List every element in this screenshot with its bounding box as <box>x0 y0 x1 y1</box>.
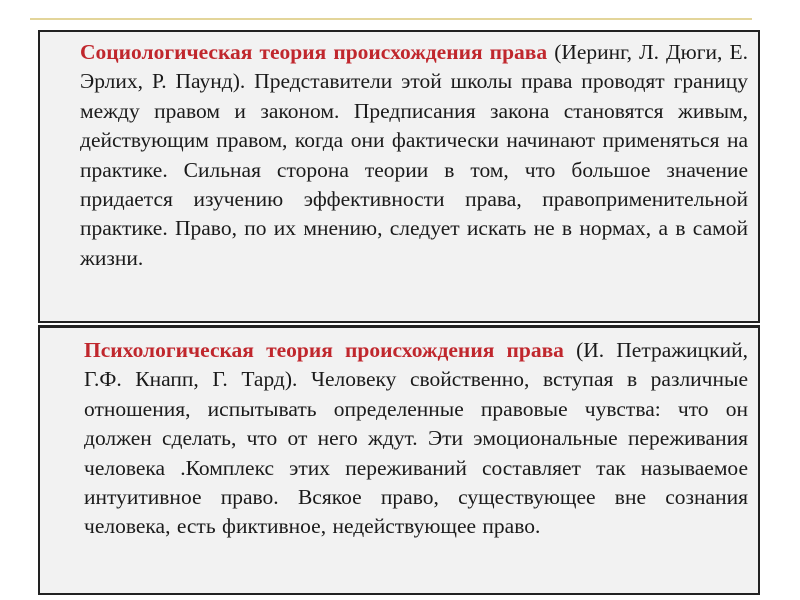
psychological-theory-term: Психологическая теория происхождения права <box>84 338 564 362</box>
top-decorative-rule <box>30 18 752 20</box>
sociological-theory-term: Социологическая теория происхождения права <box>80 40 548 64</box>
psychological-theory-box <box>38 325 760 595</box>
sociological-theory-body: (Иеринг, Л. Дюги, Е. Эрлих, Р. Паунд). Представители этой школы права проводят границу между правом и законом. Предписания закона становятся живым, действующим правом, когда они фактически начинают применяться на практике. Сильная сторона теории в том, что большое значение придается изучению эффективности права, правоприменительной практике. Право, по их мнению, следует искать не в нормах, а в самой жизни. <box>80 40 748 270</box>
sociological-theory-box <box>38 30 760 323</box>
psychological-theory-body: (И. Петражицкий, Г.Ф. Кнапп, Г. Тард). Человеку свойственно, вступая в различные отношения, испытывать определенные правовые чувства: что он должен сделать, что от него ждут. Эти эмоциональные переживания человека .Комплекс этих переживаний составляет так называемое интуитивное право. Всякое право, существующее вне сознания человека, есть фиктивное, недействующее право. <box>84 338 748 539</box>
sociological-theory-text <box>52 38 748 273</box>
psychological-theory-text <box>52 334 748 542</box>
